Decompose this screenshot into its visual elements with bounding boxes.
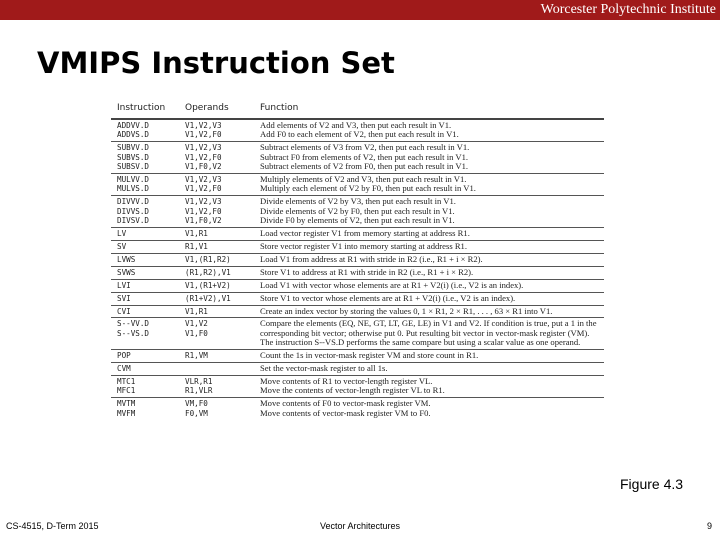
function-cell xyxy=(254,142,604,174)
instruction-cell xyxy=(111,253,179,266)
operands-cell xyxy=(179,350,254,363)
instruction-table-figure xyxy=(111,94,604,507)
function-text: Multiply each element of V2 by F0, then put each result in V1. xyxy=(260,183,476,194)
operands-cell xyxy=(179,363,254,376)
instruction-text: SUBVS.D xyxy=(117,152,150,162)
function-text: Subtract elements of V2 from F0, then put each result in V1. xyxy=(260,161,469,172)
operands-text: V1,V2,F0 xyxy=(185,152,222,162)
column-header-function: Function xyxy=(254,94,604,119)
column-header-instruction: Instruction xyxy=(111,94,179,119)
operands-text: V1,F0 xyxy=(185,328,208,338)
function-text: Move the contents of vector-length register VL to R1. xyxy=(260,385,445,396)
operands-text: V1,V2 xyxy=(185,319,208,329)
footer-topic: Vector Architectures xyxy=(320,521,401,531)
instruction-text: SUBSV.D xyxy=(117,162,150,172)
instruction-text: LV xyxy=(117,229,127,239)
function-text: Create an index vector by storing the values 0, 1 × R1, 2 × R1, . . . , 63 × R1 into V1. xyxy=(260,305,553,316)
table-row xyxy=(111,228,604,241)
function-cell xyxy=(254,228,604,241)
instruction-cell xyxy=(111,363,179,376)
table-row xyxy=(111,119,604,142)
instruction-cell xyxy=(111,196,179,228)
operands-text: V1,R1 xyxy=(185,229,208,239)
function-cell xyxy=(254,174,604,196)
instruction-text: MVFM xyxy=(117,408,136,418)
instruction-cell xyxy=(111,375,179,397)
operands-cell xyxy=(179,292,254,305)
operands-text: V1,V2,F0 xyxy=(185,130,222,140)
function-cell xyxy=(254,240,604,253)
operands-text: V1,R1 xyxy=(185,306,208,316)
header-bar xyxy=(0,0,720,20)
instruction-text: MTC1 xyxy=(117,376,136,386)
operands-text: V1,F0,V2 xyxy=(185,216,222,226)
instruction-text: LVWS xyxy=(117,254,136,264)
operands-cell xyxy=(179,253,254,266)
instruction-table xyxy=(111,94,604,420)
table-row xyxy=(111,240,604,253)
operands-text: V1,V2,V3 xyxy=(185,197,222,207)
instruction-text: ADDVV.D xyxy=(117,121,150,130)
instruction-cell xyxy=(111,279,179,292)
instruction-text: SV xyxy=(117,241,127,251)
slide-title: VMIPS Instruction Set xyxy=(37,46,395,80)
instruction-cell xyxy=(111,119,179,142)
column-header-operands: Operands xyxy=(179,94,254,119)
function-text: Move contents of F0 to vector-mask register VM. xyxy=(260,398,431,409)
function-text: Compare the elements (EQ, NE, GT, LT, GE, LE) in V1 and V2. If condition is true, put a 1 in the corresponding bit vector; otherwise put 0. Put resulting bit vector in vector-mask register (VM). The instruction S--VS.D performs the same compare but using a scalar value as one operand. xyxy=(260,318,597,348)
instruction-cell xyxy=(111,228,179,241)
function-text: Subtract F0 from elements of V2, then put each result in V1. xyxy=(260,151,469,162)
function-cell xyxy=(254,292,604,305)
page-number: 9 xyxy=(707,521,713,531)
operands-text: R1,VM xyxy=(185,351,208,361)
operands-text: VM,F0 xyxy=(185,399,208,409)
operands-text: VLR,R1 xyxy=(185,376,213,386)
operands-cell xyxy=(179,119,254,142)
function-text: Move contents of vector-mask register VM to F0. xyxy=(260,407,431,418)
instruction-text: SVI xyxy=(117,293,131,303)
instruction-text: SVWS xyxy=(117,267,136,277)
instruction-text: DIVVS.D xyxy=(117,206,150,216)
function-text: Divide F0 by elements of V2, then put each result in V1. xyxy=(260,215,455,226)
instruction-cell xyxy=(111,240,179,253)
operands-text: V1,V2,V3 xyxy=(185,143,222,153)
function-text: Load vector register V1 from memory starting at address R1. xyxy=(260,228,470,239)
operands-cell xyxy=(179,398,254,420)
operands-cell xyxy=(179,174,254,196)
operands-cell xyxy=(179,305,254,318)
function-text: Count the 1s in vector-mask register VM and store count in R1. xyxy=(260,350,479,361)
table-row xyxy=(111,142,604,174)
instruction-cell xyxy=(111,266,179,279)
function-cell xyxy=(254,119,604,142)
operands-text: R1,VLR xyxy=(185,386,213,396)
table-row xyxy=(111,266,604,279)
instruction-cell xyxy=(111,292,179,305)
operands-text: V1,V2,V3 xyxy=(185,175,222,185)
instruction-text: CVM xyxy=(117,364,131,374)
table-row xyxy=(111,363,604,376)
operands-text: F0,VM xyxy=(185,408,208,418)
function-cell xyxy=(254,318,604,350)
instruction-cell xyxy=(111,350,179,363)
instruction-text: MULVV.D xyxy=(117,175,150,185)
instruction-text: LVI xyxy=(117,280,131,290)
instruction-cell xyxy=(111,142,179,174)
instruction-text: MFC1 xyxy=(117,386,136,396)
instruction-cell xyxy=(111,318,179,350)
operands-text: (R1+V2),V1 xyxy=(185,293,231,303)
function-text: Divide elements of V2 by V3, then put each result in V1. xyxy=(260,196,456,207)
function-text: Subtract elements of V3 from V2, then put each result in V1. xyxy=(260,142,470,153)
operands-text: V1,(R1+V2) xyxy=(185,280,231,290)
operands-cell xyxy=(179,375,254,397)
function-text: Move contents of R1 to vector-length register VL. xyxy=(260,375,433,386)
instruction-text: ADDVS.D xyxy=(117,130,150,140)
table-row xyxy=(111,279,604,292)
footer-course: CS-4515, D-Term 2015 xyxy=(6,521,99,531)
instruction-text: S--VS.D xyxy=(117,328,150,338)
table-header-row xyxy=(111,94,604,119)
function-cell xyxy=(254,363,604,376)
instruction-text: POP xyxy=(117,351,131,361)
function-text: Load V1 with vector whose elements are at R1 + V2(i) (i.e., V2 is an index). xyxy=(260,279,524,290)
instruction-text: MULVS.D xyxy=(117,184,150,194)
operands-text: V1,V2,V3 xyxy=(185,121,222,130)
instruction-text: S--VV.D xyxy=(117,319,150,329)
operands-cell xyxy=(179,228,254,241)
function-cell xyxy=(254,305,604,318)
operands-cell xyxy=(179,318,254,350)
instruction-cell xyxy=(111,305,179,318)
instruction-text: DIVVV.D xyxy=(117,197,150,207)
function-text: Add F0 to each element of V2, then put each result in V1. xyxy=(260,129,459,140)
operands-cell xyxy=(179,196,254,228)
function-text: Set the vector-mask register to all 1s. xyxy=(260,363,388,374)
instruction-text: SUBVV.D xyxy=(117,143,150,153)
table-row xyxy=(111,305,604,318)
instruction-cell xyxy=(111,398,179,420)
operands-cell xyxy=(179,266,254,279)
figure-caption: Figure 4.3 xyxy=(620,476,684,492)
instruction-text: CVI xyxy=(117,306,131,316)
function-text: Store vector register V1 into memory starting at address R1. xyxy=(260,240,468,251)
operands-text: V1,(R1,R2) xyxy=(185,254,231,264)
table-row xyxy=(111,318,604,350)
function-text: Store V1 to vector whose elements are at R1 + V2(i) (i.e., V2 is an index). xyxy=(260,292,516,303)
table-row xyxy=(111,375,604,397)
operands-text: V1,V2,F0 xyxy=(185,184,222,194)
table-row xyxy=(111,350,604,363)
function-cell xyxy=(254,375,604,397)
institute-name: Worcester Polytechnic Institute xyxy=(540,2,716,17)
function-text: Add elements of V2 and V3, then put each result in V1. xyxy=(260,120,452,130)
table-row xyxy=(111,196,604,228)
table-row xyxy=(111,398,604,420)
instruction-text: DIVSV.D xyxy=(117,216,150,226)
function-text: Multiply elements of V2 and V3, then put each result in V1. xyxy=(260,174,467,185)
function-cell xyxy=(254,279,604,292)
function-cell xyxy=(254,196,604,228)
function-cell xyxy=(254,253,604,266)
function-text: Store V1 to address at R1 with stride in R2 (i.e., R1 + i × R2). xyxy=(260,266,474,277)
function-text: Load V1 from address at R1 with stride in R2 (i.e., R1 + i × R2). xyxy=(260,253,483,264)
operands-text: (R1,R2),V1 xyxy=(185,267,231,277)
function-cell xyxy=(254,398,604,420)
function-cell xyxy=(254,350,604,363)
operands-cell xyxy=(179,240,254,253)
operands-text: R1,V1 xyxy=(185,241,208,251)
function-text: Divide elements of V2 by F0, then put each result in V1. xyxy=(260,205,455,216)
table-row xyxy=(111,174,604,196)
instruction-cell xyxy=(111,174,179,196)
table-row xyxy=(111,292,604,305)
function-cell xyxy=(254,266,604,279)
operands-text: V1,F0,V2 xyxy=(185,162,222,172)
operands-text: V1,V2,F0 xyxy=(185,206,222,216)
table-row xyxy=(111,253,604,266)
operands-cell xyxy=(179,279,254,292)
operands-cell xyxy=(179,142,254,174)
instruction-text: MVTM xyxy=(117,399,136,409)
